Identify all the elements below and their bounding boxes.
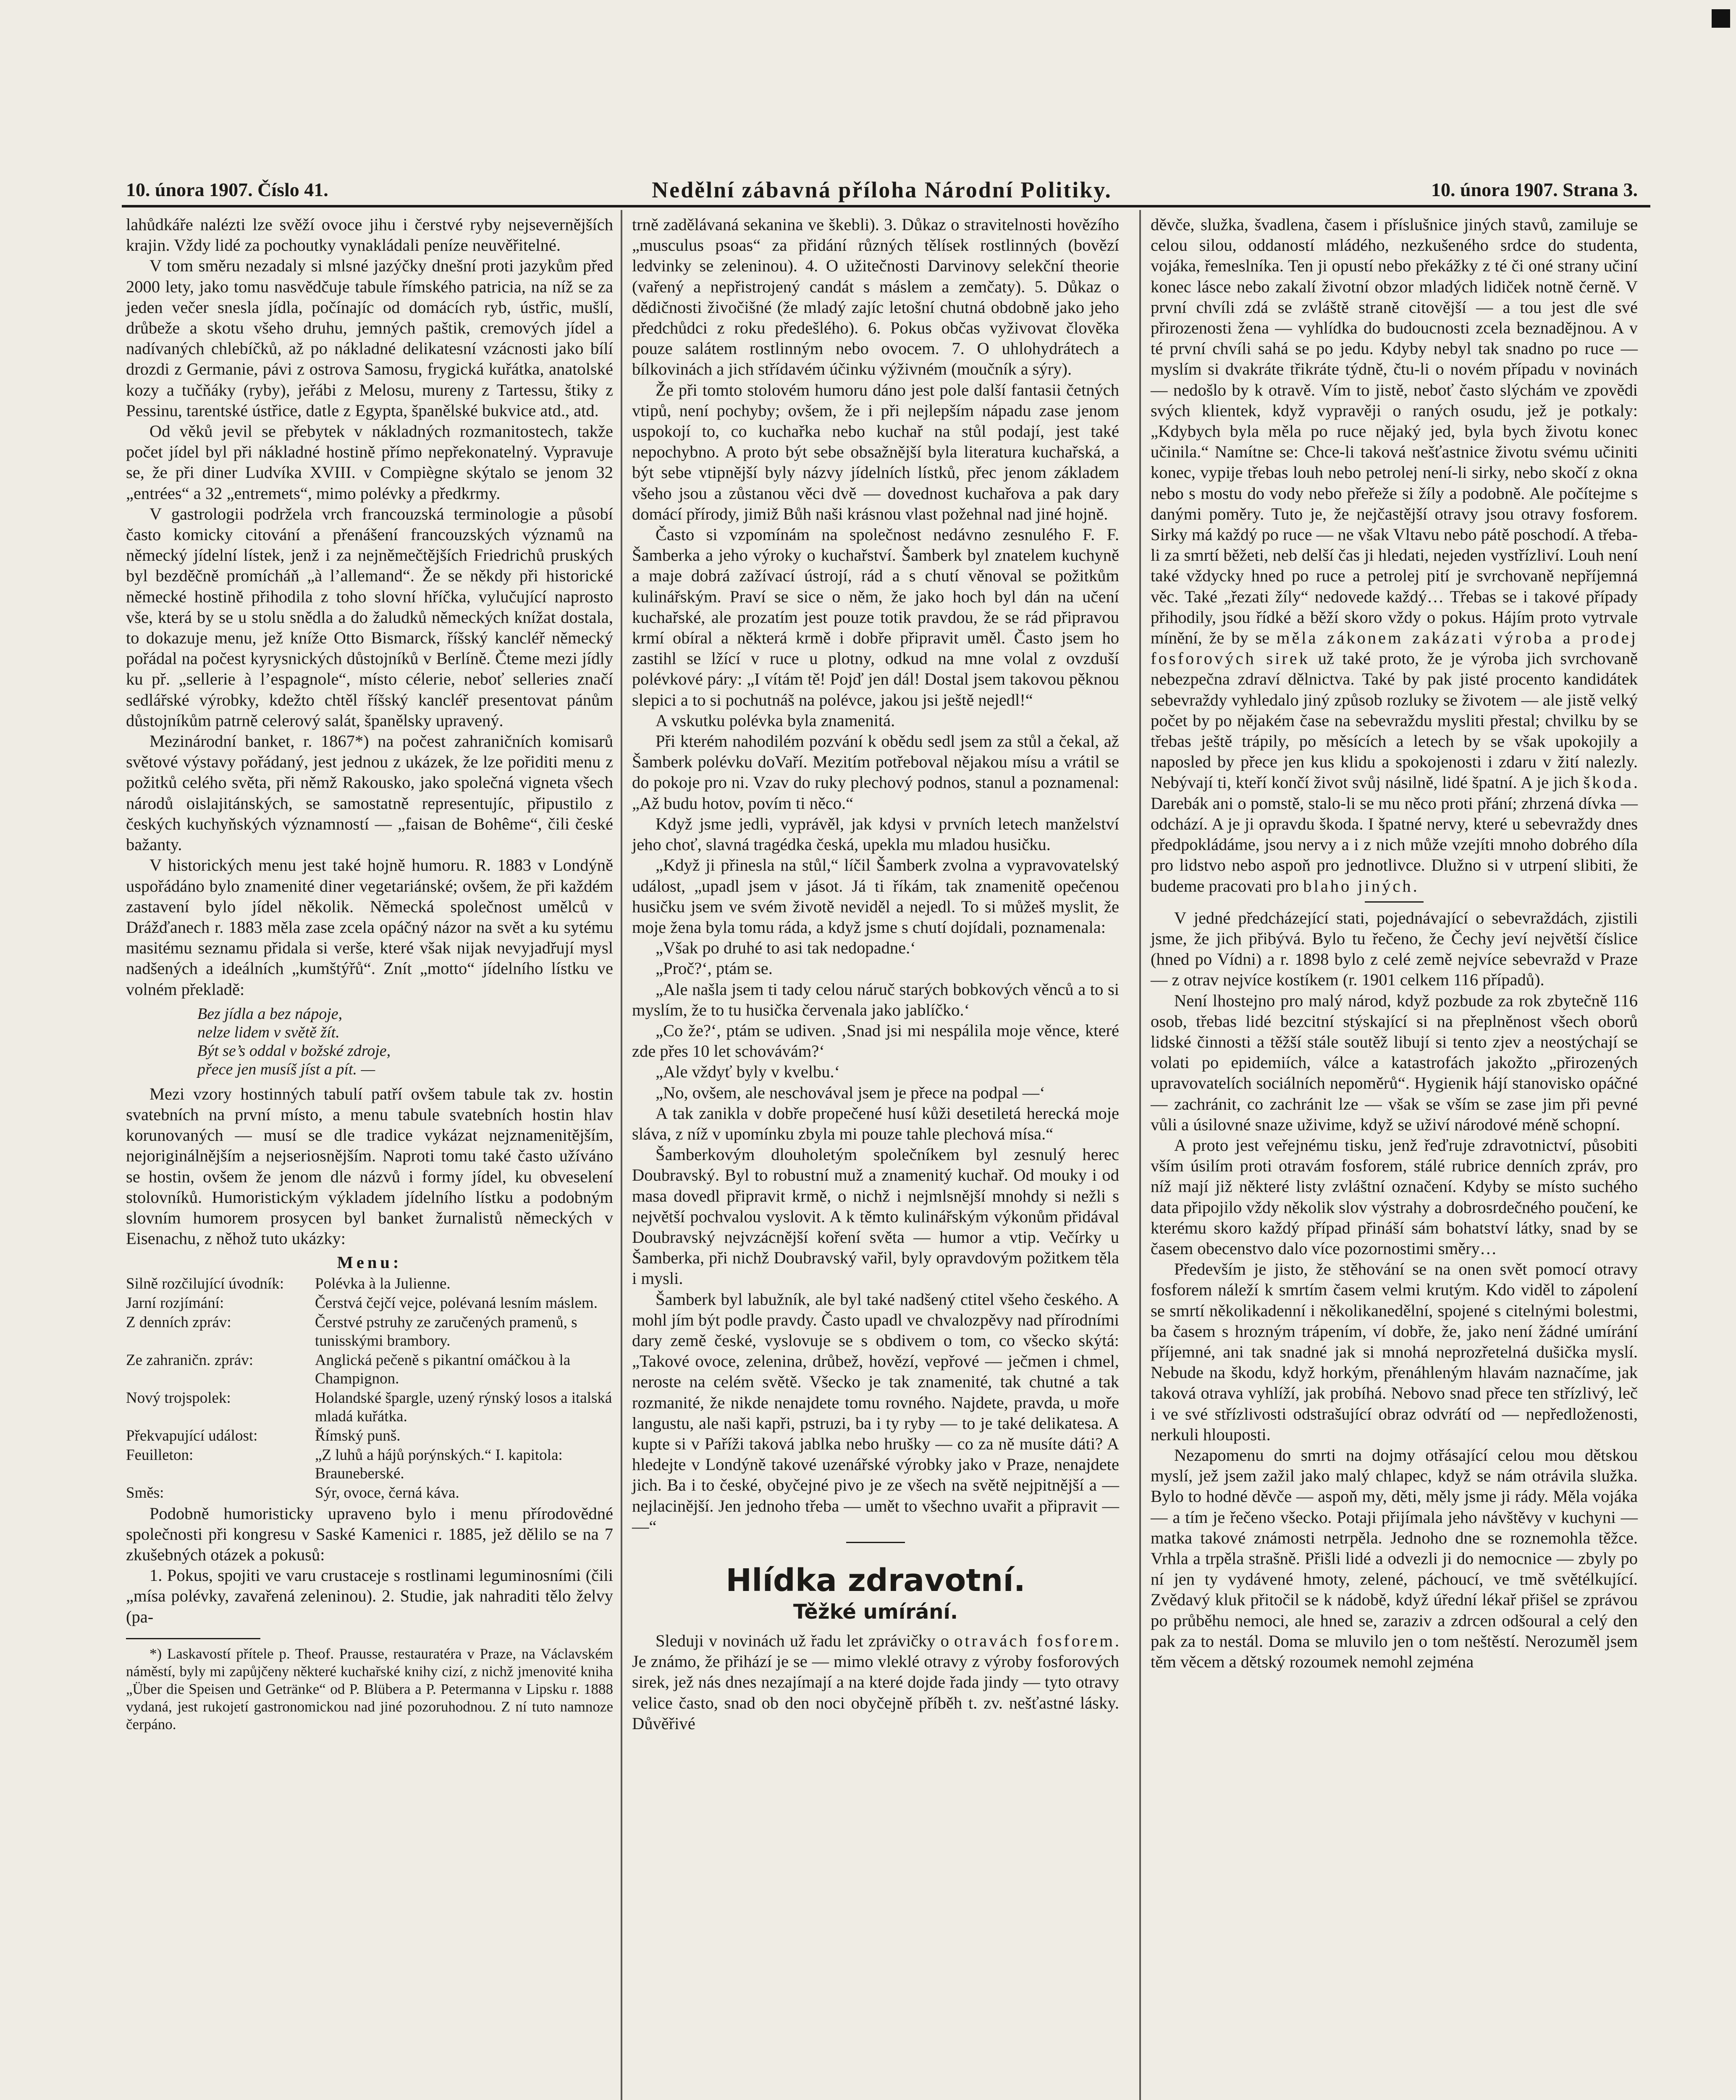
menu-list xyxy=(126,1275,613,1502)
paragraph: „Však po druhé to asi tak nedopadne.‘ xyxy=(656,938,916,958)
menu-item xyxy=(126,1313,613,1350)
paragraph: A tak zanikla v dobře propečené husí kůži desetiletá herecká moje sláva, z níž v upomínku zbyla mi pouze tahle plechová mísa.“ xyxy=(632,1103,1119,1143)
menu-dish: „Z luhů a hájů porýnských.“ I. kapitola: Brauneberské. xyxy=(315,1446,563,1482)
text-run: . Je známo, že přihází je se — mimo vleklé otravy z výroby fosforových sirek, jež nás dnes nezajímají a na které dojde řada jindy — tyto otravy velice často, snad ob den noci obyčejně příběh t. zv. nešťastné lásky. Důvěřivé xyxy=(632,1631,1119,1733)
section-rule xyxy=(1365,901,1424,903)
paragraph: trně zadělávaná sekanina ve škebli). 3. Důkaz o stravitelnosti hovězího „musculus psoas“ za přidání různých tělísek rostlinných (bovězí ledvinky se zeleninou). 4. O užitečnosti Darvinovy selekční theorie (vařený a nepřistrojený candát s máslem a zemčaty). 5. Důkaz o dědičnosti živočišné (že mladý zajíc letošní chutná obdobně jako jeho předchůdci z roku předešlého). 6. Pokus občas vyživovat člověka pouze salátem rostlinným nebo ovocem. 7. O uhlohydrátech a bílkovinách a jich střídavém účinku výživném (moučník a sýry). xyxy=(632,215,1119,379)
paragraph: V historických menu jest také hojně humoru. R. 1883 v Londýně uspořádáno bylo znamenité diner vegetariánské; ovšem, že při každém zastavení bylo jídel několik. Německá společnost umělců v Drážďanech r. 1883 měla zase zcela opáčný názor na svět a ku sytému masitému seznamu přidala si verše, které však nijak nevyjadřují mysl nadšených a ideálních „kumštýřů“. Znít „motto“ jídelního lístku ve volném překladě: xyxy=(126,856,613,999)
paragraph: Mezi vzory hostinných tabulí patří ovšem tabule tak zv. hostin svatebních na první místo, a menu tabule svatebních hostin hlav korunovaných — musí se dle tradice vykázat nejznamenitějším, nejoriginálnějším a nejseriosnějším. Naproti tomu také často užíváno se hostin, ovšem že jenom dle názvů i formy jídel, ku obveselení stolovníků. Humoristickým výkladem jídelního lístku a podobným slovním humorem prosycen byl banket žurnalistů německých v Eisenachu, z něhož tuto ukázky: xyxy=(126,1084,613,1248)
menu-dish: Čerstvé pstruhy ze zaručených pramenů, s tunisskými brambory. xyxy=(315,1313,577,1349)
column-divider xyxy=(1139,210,1141,2100)
poem-line: nelze lidem v světě žít. xyxy=(197,1023,340,1041)
column-1 xyxy=(126,214,613,1733)
menu-item xyxy=(126,1389,613,1426)
menu-title: Menu: xyxy=(337,1253,402,1272)
menu-dish: Anglická pečeně s pikantní omáčkou à la Champignon. xyxy=(315,1351,571,1387)
text-run: . xyxy=(1413,876,1417,895)
header-date-issue: 10. února 1907. Číslo 41. xyxy=(126,179,328,200)
paragraph: A vskutku polévka byla znamenitá. xyxy=(656,711,895,730)
header-rule xyxy=(122,205,1650,207)
paragraph: Když jsme jedli, vyprávěl, jak kdysi v prvních letech manželství jeho choť, slavná tragédka česká, upekla mu mladou husičku. xyxy=(632,814,1119,854)
paragraph: „Ale našla jsem ti tady celou náruč starých bobkových věnců a to si myslím, že to tu husička červenala jako jablíčko.‘ xyxy=(632,979,1119,1019)
column-2 xyxy=(632,214,1119,1734)
paragraph: „Když ji přinesla na stůl,“ líčil Šamberk zvolna a vypravovatelský událost, „upadl jsem v jásot. Já ti říkám, tak znamenitě opečenou husičku jsem ve svém životě neviděl a nejedl. To si můžeš myslit, že moje žena byla tomu ráda, a když jsme s chutí dojídali, poznamenala: xyxy=(632,856,1119,937)
paragraph: Často si vzpomínám na společnost nedávno zesnulého F. F. Šamberka a jeho výroky o kuchařství. Šamberk byl znatelem kuchyně a maje dobrá zažívací ústrojí, rád a s chutí věnoval se požitkům kulinářským. Praví se sice o něm, že jako hoch byl dán na učení kuchařské, ale prozatím jest pouze totik pravdou, že se rád připravou krmí obíral a některá krmě i dobře připravit uměl. Často jsem ho zastihl se lžící v ruce u plotny, odkud na mne volal z ovzduší polévkové páry: „I vítám tě! Pojď jen dál! Dostal jsem takovou pěknou slepici a to si pochutnáš na polévce, jakou jsi ještě nejedl!“ xyxy=(632,525,1119,709)
paragraph: Při kterém nahodilém pozvání k obědu sedl jsem za stůl a čekal, až Šamberk polévku doVaří. Mezitím potřeboval nějakou mísu a vrátil se do pokoje pro ni. Vzav do ruky plechový podnos, stanul a poznamenal: „Až budu hotov, povím ti něco.“ xyxy=(632,732,1119,813)
text-run: děvče, služka, švadlena, časem i příslušnice jiných stavů, zamiluje se celou silou, oddaností mládého, nezkušeného srdce do studenta, vojáka, řemeslníka. Ten ji opustí nebo překážky z té či oné strany učiní konec lásce nebo zakalí životní obzor mladých lidiček notně černě. V první chvíli zdá se zvláště straně citovější — a tou jest dle své přirozenosti žena — vyhlídka do budoucnosti zcela beznadějnou. A v té první chvíli sahá se po jedu. Kdyby nebyl tak snadno po ruce — myslím si dvakráte třikráte týdně, čtu-li o novém případu v novinách — nedošlo by k otravě. Vím to jistě, neboť často slýchám ve zpovědi svých klientek, když vypravěji o raných osudu, jež je potkaly: „Kdybych byla měla po ruce nějaký jed, byla bych životu konec učinila.“ Namítne se: Chce-li taková nešťastnice životu svému učiniti konec, vypije třebas louh nebo petrolej není-li sirky, nebo skočí z okna nebo s mostu do vody nebo přeřeže si žíly a podobně. Ale počítejme s danými poměry. Tuto je, že nejčastější otravy jsou otravy fosforem. Sirky má každý po ruce — ne však Vltavu nebo pátě poschodí. A třeba-li za smrtí běžeti, neb delší čas ji hledati, nejeden vystřízliví. Louh není také vždycky hned po ruce a petrolej pití je svrchovaně nepříjemná věc. Také „řezati žíly“ nedovede každý… Třebas se i takové případy přihodily, jsou řídké a běží skoro vždy o pokus. Hájím proto vytrvale mínění, že by se xyxy=(1151,215,1638,648)
section-rule xyxy=(846,1542,905,1543)
paragraph: Nezapomenu do smrti na dojmy otřásající celou mou dětskou myslí, jež jsem zažil jako malý chlapec, když se nám otrávila služka. Bylo to hodné děvče — aspoň my, děti, měly jsme ji rády. Měla vojáka — a tím je řečeno všecko. Potaji přijímala jeho návštěvy v kuchyni — matka takové známosti netrpěla. Jednoho dne se roznemohla těžce. Vrhla a trpěla strašně. Přišli lidé a odvezli ji do nemocnice — zbyly po ní jen ty vydávené hmoty, zelené, páchoucí, ve tmě světélkující. Zvědavý kluk přitočil se k nádobě, když úřední lékař přišel se zprávou po průběhu nemoci, ale hned se, zaraziv a zdrcen odšoural a celý den pak za to nestál. Doma se mluvilo jen o tom neštěstí. Nerozuměl jsem těm věcem a dětský rozoumek nemohl zejména xyxy=(1151,1445,1638,1672)
paragraph xyxy=(1151,214,1638,896)
text-run: Sleduji v novinách už řadu let zprávičky o xyxy=(656,1631,955,1650)
menu-dish: Čerstvá čejčí vejce, polévaná lesním máslem. xyxy=(315,1294,598,1312)
paragraph: lahůdkáře nalézti lze svěží ovoce jihu i čerstvé ryby nejsevernějších krajin. Vždy lidé za pochoutky vynakládali peníze neuvěřitelné. xyxy=(126,215,613,255)
spaced-emphasis: škoda xyxy=(1583,773,1634,792)
paragraph: Není lhostejno pro malý národ, když pozbude za rok zbytečně 116 osob, třebas lidé bezcitní stýskající si na přeplněnost všech oborů lidské činnosti a těžší stále soutěž libují si tento zjev a neostýchají se volati po epidemiích, válce a katastrofách jakožto „přirozených upravovatelích sociálních nepoměrů“. Hygienik hájí stanovisko opáčné — zachránit, co zachránit lze — však se vším se zase jim při pevné vůli a úsilovné snaze uživime, když se uživí národové méně schopní. xyxy=(1151,991,1638,1134)
paragraph: Šamberkovým dlouholetým společníkem byl zesnulý herec Doubravský. Byl to robustní muž a znamenitý kuchař. Od mouky i od masa dovedl připravit krmě, o nichž i nejmlsnější mnohdy si nežli s největší pochvalou vyslovit. A k těmto kulinářským výkonům přidával Doubravský nejvzácnější koření světa — humor a vtip. Večírky u Šamberka, při nichž Doubravský vařil, byly opravdovým požitkem těla i mysli. xyxy=(632,1145,1119,1288)
paragraph: Šamberk byl labužník, ale byl také nadšený ctitel všeho českého. A mohl jím být podle pravdy. Často upadl ve chvalozpěvy nad přírodními dary země české, vyslovuje se s obdivem o tom, co všecko skýtá: „Takové ovoce, zelenina, drůbež, hovězí, vepřové — ječmen i chmel, neroste na celém světě. Všecko je tak znamenité, tak chutné a tak rozmanité, že nikde nenajdete tomu rovného. Najdete, pravda, u moře langustu, ale naši kapři, pstruzi, ba i ty ryby — to je také delikatesa. A kupte si v Paříži taková jablka nebo hrušky — co za ně musíte dáti? A hledejte v Londýně takové uzenářské výrobky jako v Praze, nenajdete jich. Ba i to české, obyčejné pivo je ze všech na světě nejpitnější a — nejlacinější. Jen jednoho třeba — umět to všechno uvařit a připravit — —“ xyxy=(632,1289,1119,1536)
poem-line: Být se’s oddal v božské zdroje, xyxy=(197,1042,391,1060)
paragraph: Podobně humoristicky upraveno bylo i menu přírodovědné společnosti při kongresu v Saské Kamenici r. 1885, jež dělilo se na 7 zkušebných otázek a pokusů: xyxy=(126,1504,613,1564)
section-title: Hlídka zdravotní. xyxy=(726,1562,1025,1599)
menu-dish: Římský punš. xyxy=(315,1427,401,1444)
menu-dish: Polévka à la Julienne. xyxy=(315,1275,451,1292)
menu-course: Z denních zpráv: xyxy=(126,1313,231,1331)
poem-line: Bez jídla a bez nápoje, xyxy=(197,1005,343,1023)
menu-dish: Holandské špargle, uzený rýnský losos a italská mladá kuřátka. xyxy=(315,1389,612,1425)
paragraph: V tom směru nezadaly si mlsné jazýčky dnešní proti jazykům před 2000 lety, jako tomu nasvědčuje tabule římského patricia, na níž se za jeden večer snesla jídla, počínajíc od domácích ryb, ústřic, mušlí, drůbeže a skotu všeho druhu, jemných paštik, cremových jídel a nadívaných chlebíčků, až po nákladné delikatesní vzácnosti jako bílí drozdi z Germanie, pávi z ostrova Samosu, frygická kuřátka, anatolské kozy a tučňáky (ryby), jeřábi z Melosu, mureny z Tartessu, štiky z Pessinu, tarentské ústřice, datle z Egypta, španělské bukvice atd., atd. xyxy=(126,256,613,420)
text-run: už také proto, že je výroba jich svrchovaně nebezpečna zdraví dělnictva. Také by pak jisté procento kandidátek sebevraždy vyhledalo jiný způsob rozluky se životem — ale jistě velký počet by po nějakém čase na sebevraždu mysliti přestal; chvilku by se třebas ještě trápily, po měsících a letech by se však upokojily a naposled by přece jen kus klidu a spokojenosti i zdaru v žití nalezly. Nebývají ti, kteří končí život svůj násilně, lidé špatní. A je jich xyxy=(1151,649,1638,792)
paragraph: Že při tomto stolovém humoru dáno jest pole další fantasii četných vtipů, není pochyby; ovšem, že i při nejlepším nápadu zase jenom uspokojí to, co kuchařka nebo kuchař na stůl podají, jest také nepochybno. A proto být sebe obsažnější byla literatura kuchařská, a být sebe vtipnější byly názvy jídelních lístků, přec jenom základem všeho jsou a zůstanou věci dvě — dovednost kuchařova a pak dary domácí přírody, jimiž Bůh naši krásnou vlast požehnal nad jiné hojně. xyxy=(632,380,1119,523)
header-date-page: 10. února 1907. Strana 3. xyxy=(1431,179,1638,200)
poem xyxy=(197,1005,613,1079)
menu-item xyxy=(126,1275,613,1293)
paragraph: A proto jest veřejnému tisku, jenž řeďruje zdravotnictví, působiti vším úsilím proti otravám fosforem, stálé rubrice denních zpráv, pro níž mají již některé listy zvláštní označení. Kdyby se místo suchého data připojilo vždy několik slov výstrahy a dobrosrdečného poučení, ke kterému skoro každý případ přináší sám bohatství látky, snad by se časem obecenstvo dalo více pozornostimi směry… xyxy=(1151,1135,1638,1258)
paragraph: Především je jisto, že stěhování se na onen svět pomocí otravy fosforem náleží k smrtím časem velmi krutým. Kdo viděl to zápolení se smrtí několikadenní i několikanedělní, spojené s citelnými bolestmi, ba časem s hrozným trápením, ví dobře, že, jako není žádné umírání příjemné, ani tak snadné jak si mnohá neprozřetelná dušička myslí. Nebude na škodu, když horkým, přenáhleným hlavám naznačíme, jak taková otrava vyhlíží, jak probíhá. Nebovo snad přece ten střízlivý, leč i ve své střízlivosti odstrašující obraz odvrátí od — nepředloženosti, nerkuli hlouposti. xyxy=(1151,1260,1638,1444)
spaced-emphasis: blaho jiných xyxy=(1303,876,1413,895)
paragraph: V jedné předcházející stati, pojednávající o sebevraždách, zjistili jsme, že jich přibývá. Bylo tu řečeno, že Čechy jeví největší číslice (hned po Vídni) a r. 1898 bylo z celé země nejvíce sebevražd v Praze — z otrav nejvíce kostíkem (r. 1901 celkem 116 případů). xyxy=(1151,908,1638,990)
spaced-emphasis: otravách fosforem xyxy=(954,1631,1115,1650)
menu-dish: Sýr, ovoce, černá káva. xyxy=(315,1484,459,1502)
paragraph: Od věků jevil se přebytek v nákladných rozmanitostech, takže počet jídel byl při nákladné hostině přímo nepřekonatelný. Vypravuje se, že při diner Ludvíka XVIII. v Compiègne skýtalo se jenom 32 „entrées“ a 32 „entremets“, mimo polévky a předkrmy. xyxy=(126,422,613,503)
menu-item xyxy=(126,1294,613,1312)
column-3 xyxy=(1151,214,1638,1672)
spaced-emphasis: měla zákonem zakázati výroba a prodej fosforových sirek xyxy=(1151,628,1638,668)
paragraph: 1. Pokus, spojiti ve varu crustaceje s rostlinami leguminosními (čili „mísa polévky, zavařená zeleninou). 2. Studie, jak nahraditi tělo želvy (pa- xyxy=(126,1566,613,1626)
column-divider xyxy=(621,210,622,2100)
section-subtitle: Těžké umírání. xyxy=(793,1600,958,1624)
paragraph: V gastrologii podržela vrch francouzská terminologie a působí často komicky citování a přenášení francouzských významů na německý jídelní lístek, jenž i za nejněmečtějších Friedrichů pruských byl bezděčně promícháň „à l’allemand“. Že se někdy při historické německé hostině přihodila z toho slovní hříčka, vylučující naprosto vše, která by se u stolu snědla a do žaludků německých knížat dostala, to dokazuje menu, jež kníže Otto Bismarck, říšský kancléř německý pořádal na počest kyrysnických důstojníků v Berlíně. Čteme mezi jídly ku př. „sellerie à l’espagnole“, místo célerie, neboť selleries značí sedlářské výrobky, kdežto chtěl říšský kancléř presentovat pánům důstojníkům patrně celerový salát, španělsky upravený. xyxy=(126,504,613,730)
menu-course: Feuilleton: xyxy=(126,1446,194,1464)
menu-course: Překvapující událost: xyxy=(126,1427,258,1444)
paragraph xyxy=(632,1630,1119,1734)
footnote-rule xyxy=(126,1638,260,1639)
footnote: *) Laskavostí přítele p. Theof. Prausse, restauratéra v Praze, na Václavském náměstí, byly mi zapůjčeny některé kuchařské knihy cizí, z nichž jmenovité kniha „Über die Speisen und Getränke“ od P. Blübera a P. Petermanna v Lipsku r. 1888 vydaná, jest rukojetí gastronomickou nad jiné pozoruhodnou. Z ní tuto namnoze čerpáno. xyxy=(126,1645,613,1732)
page-header xyxy=(126,178,1638,204)
paragraph: „No, ovšem, ale neschovával jsem je přece na podpal —‘ xyxy=(656,1083,1045,1102)
paragraph: „Co že?‘, ptám se udiven. ‚Snad jsi mi nespálila moje věnce, které zde přes 10 let schovávám?‘ xyxy=(632,1021,1119,1061)
menu-item xyxy=(126,1427,613,1445)
menu-course: Jarní rozjímání: xyxy=(126,1294,224,1312)
menu-course: Nový trojspolek: xyxy=(126,1389,231,1407)
menu-course: Směs: xyxy=(126,1484,164,1502)
paragraph: „Proč?‘, ptám se. xyxy=(656,959,773,978)
paragraph: „Ale vždyť byly v kvelbu.‘ xyxy=(656,1062,840,1082)
text-run: . Darebák ani o pomstě, stalo-li se mu něco proti přání; zhrzená dívka — odchází. A je ji opravdu škoda. I špatné nervy, které u sebevraždy dnes předpokládáme, jsou nervy a i z nich může vzejíti mnoho dobrého díla pro lidstvo nebo aspoň pro jednotlivce. Dlužno si v utrpení slibiti, že budeme pracovati pro xyxy=(1151,773,1638,895)
poem-line: přece jen musíš jíst a pít. — xyxy=(197,1060,375,1078)
menu-item xyxy=(126,1351,613,1388)
header-title: Nedělní zábavná příloha Národní Politiky. xyxy=(652,177,1112,202)
menu-item xyxy=(126,1446,613,1483)
menu-course: Silně rozčilující úvodník: xyxy=(126,1275,284,1292)
paragraph: Mezinárodní banket, r. 1867*) na počest zahraničních komisarů světové výstavy pořádaný, jest jednou z ukázek, že lze pořiditi menu z požitků celého světa, při němž Rakousko, jako společná vigneta všech národů oislajitánských, se samostatně representujíc, připustilo z českých kuchyňských významností — „faisan de Bohême“, čili české bažanty. xyxy=(126,732,613,854)
scan-corner-mark xyxy=(1712,9,1730,28)
menu-item xyxy=(126,1484,613,1502)
menu-course: Ze zahraničn. zpráv: xyxy=(126,1351,254,1369)
